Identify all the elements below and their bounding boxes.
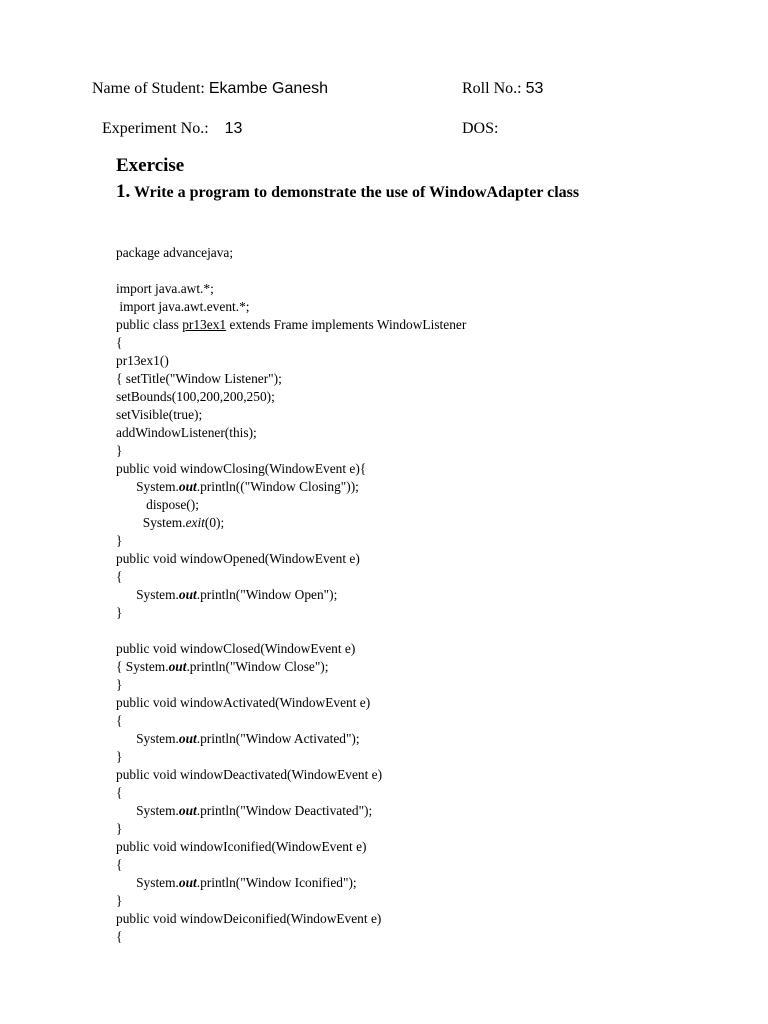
code-line: } bbox=[116, 605, 123, 620]
code-line bbox=[116, 802, 372, 820]
roll-number-label: Roll No.: bbox=[462, 80, 522, 97]
exercise-question bbox=[116, 181, 579, 203]
student-name-value: Ekambe Ganesh bbox=[208, 80, 329, 97]
out-keyword: out bbox=[178, 803, 197, 818]
code-line: { bbox=[116, 857, 123, 872]
out-keyword: out bbox=[178, 875, 197, 890]
code-line bbox=[116, 730, 360, 748]
class-name-token: pr13ex1 bbox=[182, 317, 227, 332]
code-line: pr13ex1() bbox=[116, 353, 169, 368]
roll-number-value: 53 bbox=[525, 80, 544, 97]
code-token: { System. bbox=[116, 659, 169, 674]
code-line: public void windowDeiconified(WindowEvent e) bbox=[116, 911, 382, 926]
out-keyword: out bbox=[178, 731, 197, 746]
code-line: } bbox=[116, 443, 123, 458]
code-line: } bbox=[116, 533, 123, 548]
roll-number-field bbox=[462, 80, 543, 98]
code-line: { bbox=[116, 569, 123, 584]
code-line: package advancejava; bbox=[116, 245, 234, 260]
code-token: .println("Window Iconified"); bbox=[196, 875, 357, 890]
code-line: { bbox=[116, 785, 123, 800]
code-line: addWindowListener(this); bbox=[116, 425, 257, 440]
code-line: } bbox=[116, 677, 123, 692]
code-token: System. bbox=[116, 731, 179, 746]
code-token: System. bbox=[116, 515, 186, 530]
dos-label: DOS: bbox=[462, 120, 499, 137]
code-line: { setTitle("Window Listener"); bbox=[116, 371, 282, 386]
student-name-label: Name of Student: bbox=[92, 80, 205, 97]
code-line: import java.awt.*; bbox=[116, 281, 214, 296]
code-line: public void windowClosed(WindowEvent e) bbox=[116, 641, 356, 656]
code-line: setBounds(100,200,200,250); bbox=[116, 389, 275, 404]
code-line: import java.awt.event.*; bbox=[116, 299, 250, 314]
code-line: { bbox=[116, 929, 123, 944]
code-token: .println(("Window Closing")); bbox=[196, 479, 359, 494]
code-line: public void windowClosing(WindowEvent e){ bbox=[116, 461, 367, 476]
code-token: System. bbox=[116, 479, 179, 494]
experiment-number-value: 13 bbox=[224, 120, 243, 137]
out-keyword: out bbox=[178, 479, 197, 494]
code-line bbox=[116, 514, 224, 532]
code-line: { bbox=[116, 713, 123, 728]
code-token: extends Frame implements WindowListener bbox=[226, 317, 467, 332]
code-line: public void windowIconified(WindowEvent e) bbox=[116, 839, 367, 854]
code-line bbox=[116, 658, 329, 676]
code-line: public void windowActivated(WindowEvent e) bbox=[116, 695, 371, 710]
exercise-title: Exercise bbox=[116, 155, 185, 176]
code-token: (0); bbox=[204, 515, 225, 530]
code-token: System. bbox=[116, 875, 179, 890]
exit-keyword: exit bbox=[185, 515, 205, 530]
dos-field bbox=[462, 120, 498, 138]
code-line: } bbox=[116, 821, 123, 836]
code-line bbox=[116, 316, 466, 334]
code-line: } bbox=[116, 893, 123, 908]
code-token: System. bbox=[116, 803, 179, 818]
code-token: System. bbox=[116, 587, 179, 602]
code-line bbox=[116, 874, 357, 892]
code-line: dispose(); bbox=[116, 497, 199, 512]
code-line bbox=[116, 478, 359, 496]
code-token: .println("Window Deactivated"); bbox=[196, 803, 373, 818]
code-line: public void windowOpened(WindowEvent e) bbox=[116, 551, 360, 566]
code-token: public class bbox=[116, 317, 183, 332]
code-token: .println("Window Open"); bbox=[196, 587, 338, 602]
code-line bbox=[116, 586, 337, 604]
code-line: public void windowDeactivated(WindowEvent e) bbox=[116, 767, 383, 782]
experiment-number-label: Experiment No.: bbox=[102, 120, 209, 137]
out-keyword: out bbox=[168, 659, 187, 674]
code-line: { bbox=[116, 335, 123, 350]
code-line: setVisible(true); bbox=[116, 407, 203, 422]
question-number: 1. bbox=[116, 181, 131, 202]
code-token: .println("Window Close"); bbox=[186, 659, 329, 674]
out-keyword: out bbox=[178, 587, 197, 602]
code-line: } bbox=[116, 749, 123, 764]
code-token: .println("Window Activated"); bbox=[196, 731, 360, 746]
question-text: Write a program to demonstrate the use of WindowAdapter class bbox=[133, 184, 580, 201]
